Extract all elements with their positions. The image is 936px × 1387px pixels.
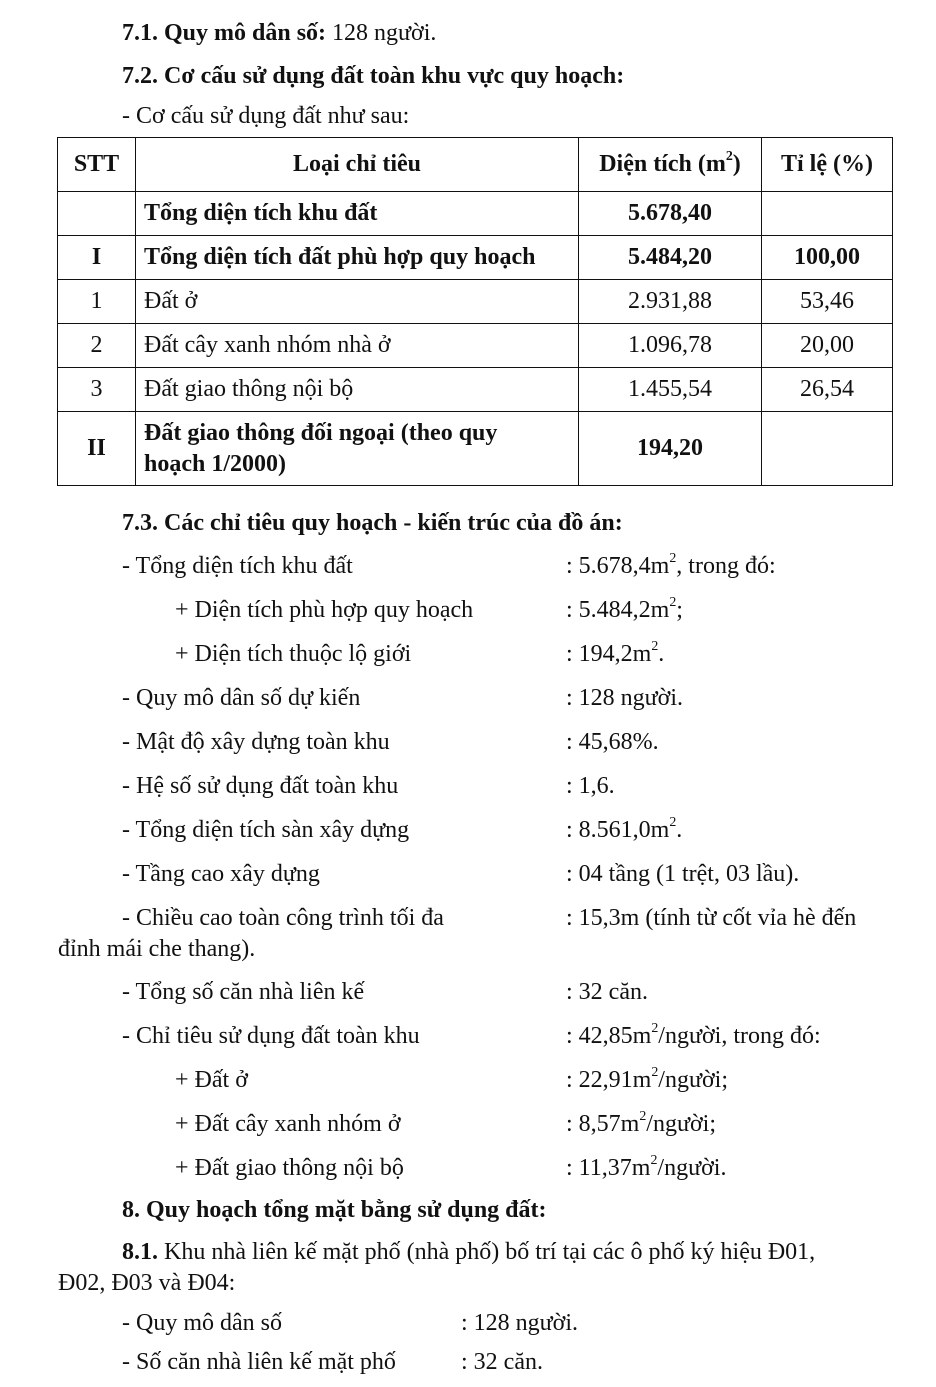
indicator-value: : 128 người. [461,1310,579,1336]
indicator-value: : 128 người. [566,685,684,711]
indicator-label: + Đất cây xanh nhóm ở [175,1111,401,1137]
indicator-label: - Tổng số căn nhà liên kế [122,979,365,1005]
indicator-label: - Quy mô dân số [122,1310,282,1336]
cell-loai: Đất giao thông đối ngoại (theo quy hoạch 1/2000) [136,412,579,486]
indicator-value: : 45,68%. [566,729,659,755]
cell-loai: Tổng diện tích khu đất [136,192,579,236]
cell-dientich: 194,20 [579,412,762,486]
cell-dientich: 5.484,20 [579,236,762,280]
header-tile: Tỉ lệ (%) [762,138,893,192]
cell-tile: 53,46 [762,280,893,324]
indicator-label: - Tầng cao xây dựng [122,861,320,887]
indicator-value: : 32 căn. [461,1349,543,1375]
cell-loai: Tổng diện tích đất phù hợp quy hoạch [136,236,579,280]
table-header-row [58,138,893,192]
table-row [58,236,893,280]
indicator-value: : 15,3m (tính từ cốt vỉa hè đến [566,905,857,931]
heading-7-2-label: Cơ cấu sử dụng đất toàn khu vực quy hoạch: [164,63,625,89]
paragraph-8-1 [122,1240,815,1264]
cell-stt: 1 [58,280,136,324]
cell-dientich: 5.678,40 [579,192,762,236]
cell-stt: I [58,236,136,280]
header-stt: STT [58,138,136,192]
indicator-label: - Chiều cao toàn công trình tối đa [122,905,444,931]
indicator-label: - Chỉ tiêu sử dụng đất toàn khu [122,1023,420,1049]
header-dientich: Diện tích $(m^2)$ [579,138,762,192]
land-use-table [57,137,893,486]
cell-loai: Đất ở [136,280,579,324]
indicator-label: - Hệ số sử dụng đất toàn khu [122,773,399,799]
cell-dientich: 2.931,88 [579,280,762,324]
cell-stt: 3 [58,368,136,412]
cell-stt [58,192,136,236]
cell-dientich: 1.455,54 [579,368,762,412]
indicator-value: : 1,6. [566,773,615,799]
heading-7-3 [122,511,623,535]
indicator-label: + Đất giao thông nội bộ [175,1155,404,1181]
indicator-label: - Số căn nhà liên kế mặt phố [122,1349,396,1375]
paragraph-8-1-text: Khu nhà liên kế mặt phố (nhà phố) bố trí tại các ô phố ký hiệu Đ01, [158,1239,816,1265]
indicator-value: : 32 căn. [566,979,648,1005]
table-row [58,324,893,368]
indicator-label: + Diện tích thuộc lộ giới [175,641,412,667]
indicator-value: : $194,2m^2$. [566,638,665,667]
cell-tile [762,192,893,236]
paragraph-8-1-num: 8.1. [122,1239,158,1265]
indicator-value: : $5.484,2m^2$; [566,594,683,623]
heading-7-1-value: 128 người. [326,20,437,46]
indicator-label: + Diện tích phù hợp quy hoạch [175,597,474,623]
heading-7-3-num: 7.3. [122,510,158,536]
indicator-value-cont: đỉnh mái che thang). [58,936,256,962]
table-row [58,368,893,412]
indicator-value: : $42,85m^2$/người, trong đó: [566,1020,821,1049]
heading-7-1-num: 7.1. [122,20,158,46]
table-row [58,192,893,236]
indicator-label: - Quy mô dân số dự kiến [122,685,361,711]
heading-8: 8. Quy hoạch tổng mặt bằng sử dụng đất: [122,1197,547,1223]
header-loai: Loại chỉ tiêu [136,138,579,192]
table-row [58,412,893,486]
heading-7-2-num: 7.2. [122,63,158,89]
heading-7-1-label: Quy mô dân số: [164,20,327,46]
cell-dientich: 1.096,78 [579,324,762,368]
cell-tile: 100,00 [762,236,893,280]
heading-7-1 [122,21,436,45]
indicator-value: : 04 tầng (1 trệt, 03 lầu). [566,861,800,887]
cell-loai: Đất cây xanh nhóm nhà ở [136,324,579,368]
cell-loai: Đất giao thông nội bộ [136,368,579,412]
table-row [58,280,893,324]
indicator-value: : $8.561,0m^2$. [566,814,683,843]
intro-7-2: - Cơ cấu sử dụng đất như sau: [122,103,410,129]
heading-7-3-label: Các chỉ tiêu quy hoạch - kiến trúc của đồ án: [164,510,623,536]
indicator-label: + Đất ở [175,1067,248,1093]
cell-tile [762,412,893,486]
indicator-value: : $22,91m^2$/người; [566,1064,728,1093]
heading-7-2 [122,64,624,88]
indicator-label: - Tổng diện tích sàn xây dựng [122,817,410,843]
indicator-label: - Mật độ xây dựng toàn khu [122,729,390,755]
indicator-label: - Tổng diện tích khu đất [122,553,353,579]
cell-stt: II [58,412,136,486]
indicator-value: : $11,37m^2$/người. [566,1152,727,1181]
cell-tile: 26,54 [762,368,893,412]
indicator-value: : $5.678,4m^2$, trong đó: [566,550,776,579]
cell-stt: 2 [58,324,136,368]
indicator-value: : $8,57m^2$/người; [566,1108,716,1137]
paragraph-8-1-cont: Đ02, Đ03 và Đ04: [58,1270,236,1296]
cell-tile: 20,00 [762,324,893,368]
